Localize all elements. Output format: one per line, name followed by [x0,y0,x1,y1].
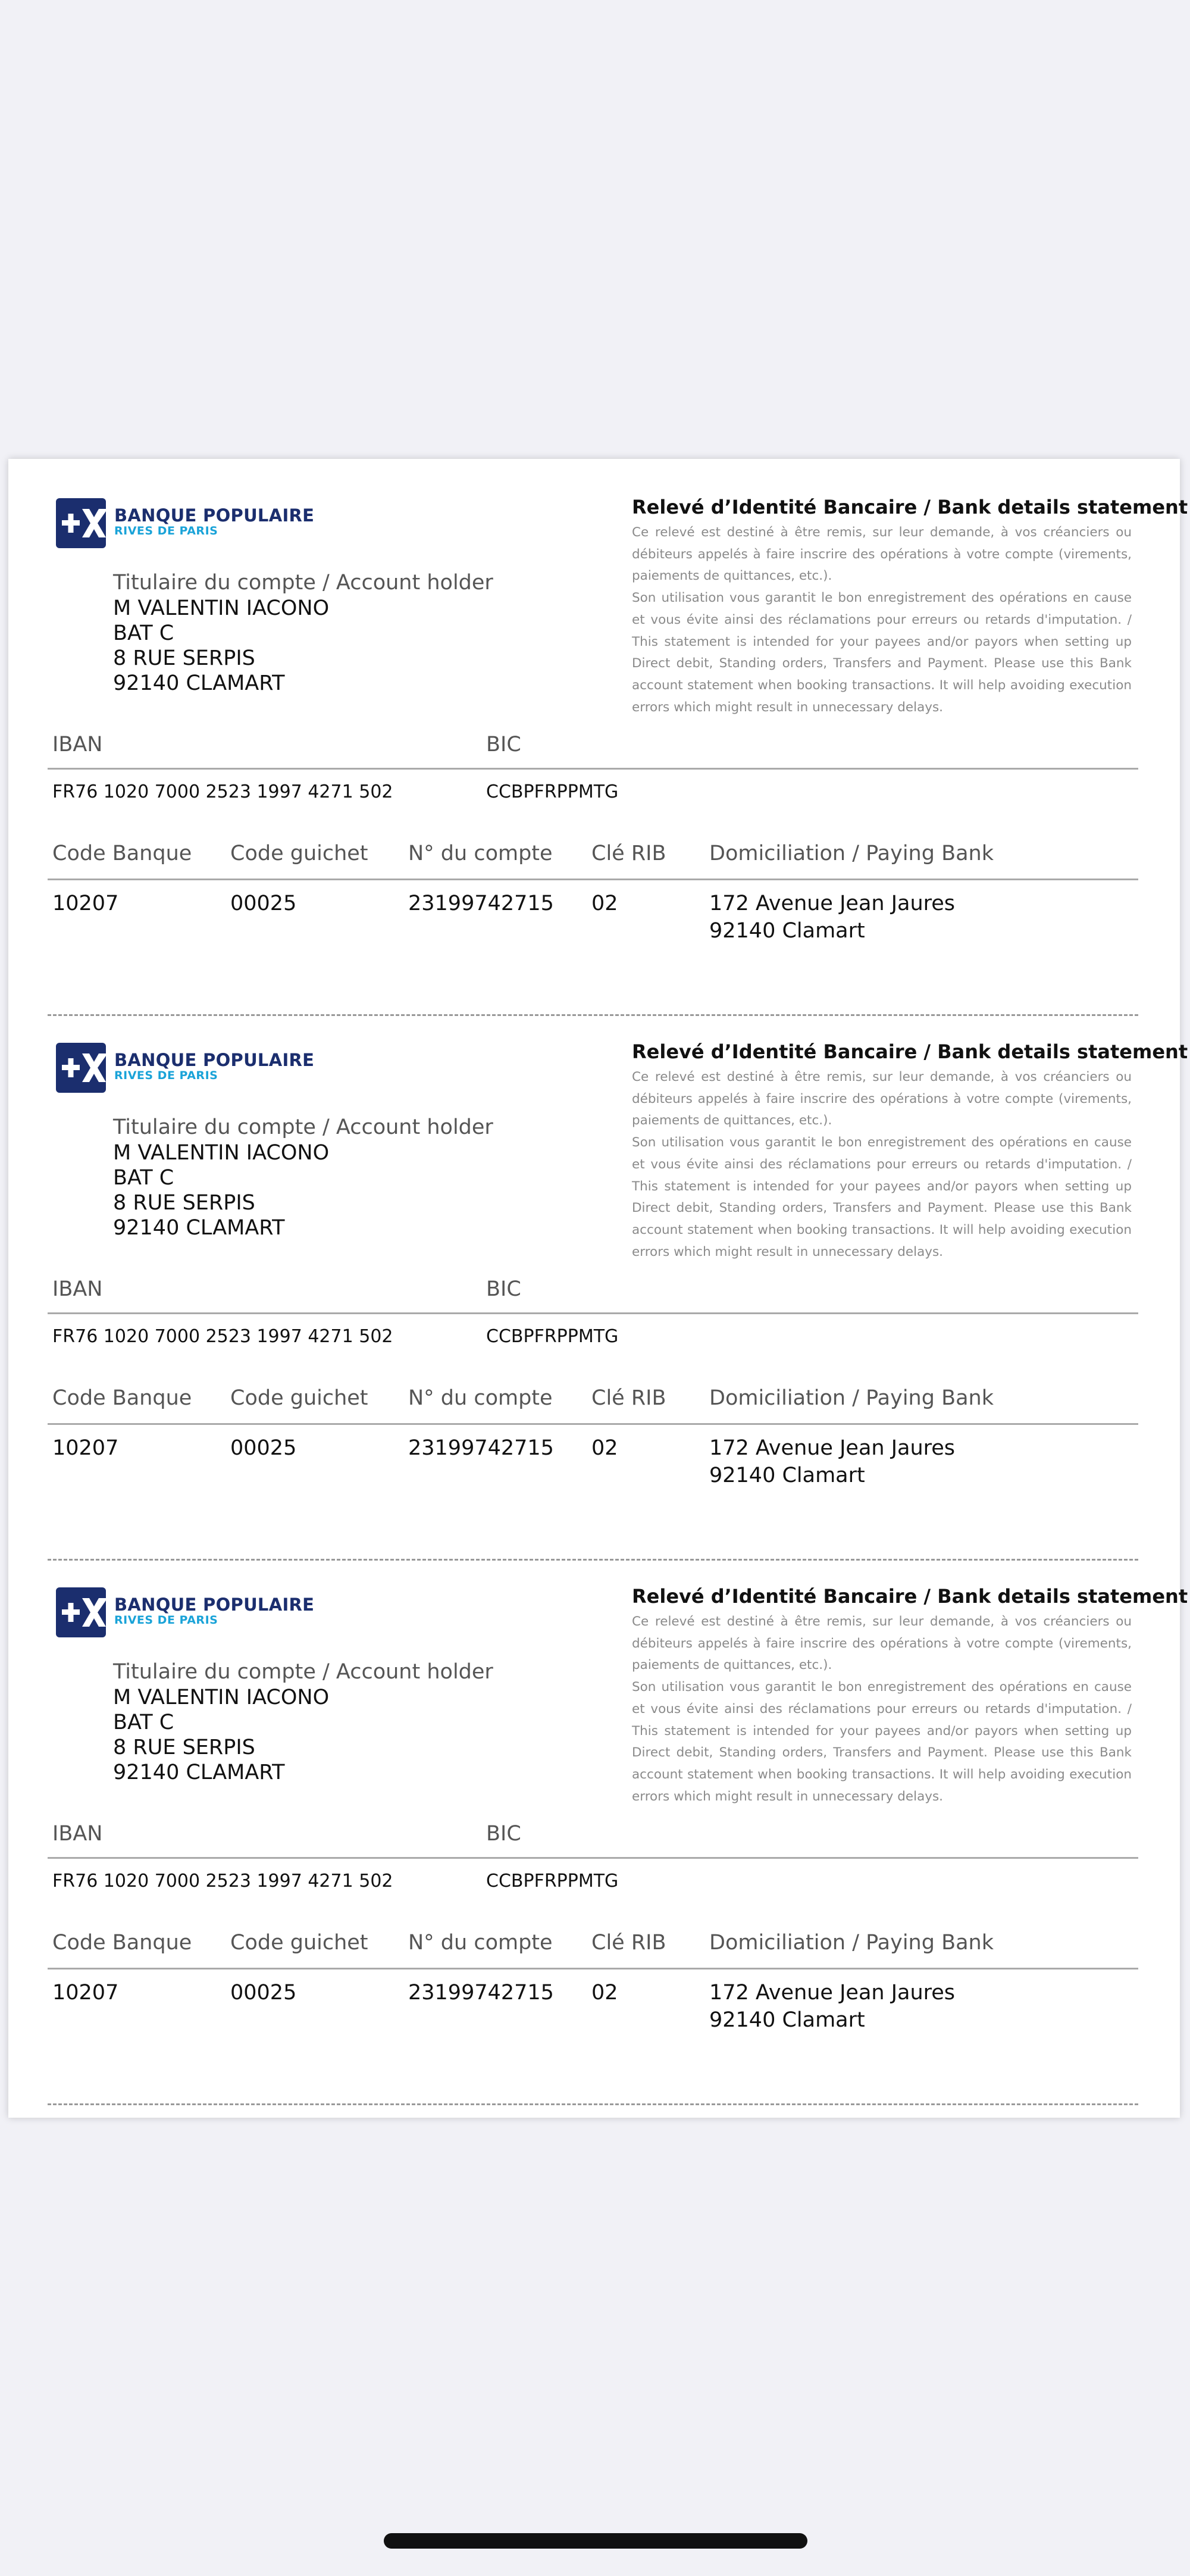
code-guichet-value: 00025 [230,892,297,915]
rib-slip [8,1003,1188,1548]
holder-address-street: 8 RUE SERPIS [113,1736,255,1759]
iban-label: IBAN [52,733,103,756]
statement-paragraph-1: Ce relevé est destiné à être remis, sur leur demande, à vos créanciers ou débiteurs appelés à faire inscrire des opérations à votre compte (virements, paiements de quittances, etc.). [632,1070,1132,1128]
statement-block [632,496,1188,718]
statement-text [632,1067,1132,1263]
numero-compte-value: 23199742715 [408,1981,554,2005]
holder-address-city: 92140 CLAMART [113,1216,285,1240]
holder-address-street: 8 RUE SERPIS [113,1191,255,1215]
domiciliation-header: Domiciliation / Paying Bank [709,1931,994,1955]
bic-value: CCBPFRPPMTG [486,1871,619,1892]
bic-label: BIC [486,1277,521,1301]
domiciliation-header: Domiciliation / Paying Bank [709,842,994,865]
numero-compte-header: N° du compte [408,842,553,865]
statement-title: Relevé d’Identité Bancaire / Bank details statement [632,1040,1188,1063]
holder-name: M VALENTIN IACONO [113,596,330,620]
account-holder-label: Titulaire du compte / Account holder [113,571,493,595]
statement-block [632,1040,1188,1263]
divider [48,879,1138,880]
divider [48,768,1138,770]
bank-logo [56,1587,315,1637]
cle-rib-value: 02 [591,892,618,915]
statement-block [632,1585,1188,1808]
iban-value: FR76 1020 7000 2523 1997 4271 502 [52,1871,393,1892]
code-banque-value: 10207 [52,1436,119,1460]
domiciliation-line-2: 92140 Clamart [709,1464,865,1487]
divider [48,1857,1138,1859]
cle-rib-header: Clé RIB [591,842,666,865]
domiciliation-line-2: 92140 Clamart [709,919,865,943]
statement-title: Relevé d’Identité Bancaire / Bank details statement [632,496,1188,518]
bic-value: CCBPFRPPMTG [486,781,619,802]
domiciliation-line-1: 172 Avenue Jean Jaures [709,1981,956,2005]
code-banque-header: Code Banque [52,1931,192,1955]
statement-paragraph-1: Ce relevé est destiné à être remis, sur leur demande, à vos créanciers ou débiteurs appelés à faire inscrire des opérations à votre compte (virements, paiements de quittances, etc.). [632,1614,1132,1673]
holder-address-building: BAT C [113,1711,174,1734]
statement-paragraph-2: Son utilisation vous garantit le bon enregistrement des opérations en cause et vous évite ainsi des réclamations pour erreurs ou retards d'imputation. / This statement is intended for your payees and/or payors when setting up Direct debit, Standing orders, Transfers and Payment. Please use this Bank account statement when booking transactions. It will help avoiding execution errors which might result in unnecessary delays. [632,1135,1132,1259]
bank-subtitle: RIVES DE PARIS [114,1069,218,1082]
cut-line [48,2103,1138,2105]
bank-logo [56,1043,315,1093]
statement-paragraph-2: Son utilisation vous garantit le bon enregistrement des opérations en cause et vous évite ainsi des réclamations pour erreurs ou retards d'imputation. / This statement is intended for your payees and/or payors when setting up Direct debit, Standing orders, Transfers and Payment. Please use this Bank account statement when booking transactions. It will help avoiding execution errors which might result in unnecessary delays. [632,590,1132,715]
domiciliation-line-1: 172 Avenue Jean Jaures [709,1436,956,1460]
domiciliation-value [709,890,955,945]
statement-title: Relevé d’Identité Bancaire / Bank details statement [632,1585,1188,1608]
iban-label: IBAN [52,1822,103,1846]
bank-subtitle: RIVES DE PARIS [114,1614,218,1627]
account-holder-label: Titulaire du compte / Account holder [113,1660,493,1684]
holder-name: M VALENTIN IACONO [113,1141,330,1165]
domiciliation-line-1: 172 Avenue Jean Jaures [709,892,956,915]
bic-value: CCBPFRPPMTG [486,1326,619,1347]
holder-address-city: 92140 CLAMART [113,671,285,695]
divider [48,1423,1138,1425]
code-banque-header: Code Banque [52,1386,192,1410]
statement-text [632,522,1132,718]
cle-rib-value: 02 [591,1436,618,1460]
domiciliation-header: Domiciliation / Paying Bank [709,1386,994,1410]
bank-name: BANQUE POPULAIRE [114,1595,315,1615]
statement-paragraph-2: Son utilisation vous garantit le bon enregistrement des opérations en cause et vous évite ainsi des réclamations pour erreurs ou retards d'imputation. / This statement is intended for your payees and/or payors when setting up Direct debit, Standing orders, Transfers and Payment. Please use this Bank account statement when booking transactions. It will help avoiding execution errors which might result in unnecessary delays. [632,1680,1132,1804]
numero-compte-header: N° du compte [408,1386,553,1410]
divider [48,1968,1138,1969]
domiciliation-value [709,1979,955,2034]
statement-text [632,1611,1132,1808]
rib-document-page [8,459,1188,2118]
cle-rib-header: Clé RIB [591,1931,666,1955]
divider [48,1312,1138,1314]
account-holder-block [113,570,530,696]
bank-subtitle: RIVES DE PARIS [114,524,218,537]
holder-address-building: BAT C [113,621,174,645]
code-guichet-header: Code guichet [230,842,368,865]
code-guichet-value: 00025 [230,1981,297,2005]
bank-logo [56,498,315,548]
code-guichet-value: 00025 [230,1436,297,1460]
cle-rib-header: Clé RIB [591,1386,666,1410]
iban-value: FR76 1020 7000 2523 1997 4271 502 [52,1326,393,1347]
numero-compte-value: 23199742715 [408,1436,554,1460]
domiciliation-value [709,1434,955,1489]
bank-logo-mark-icon [56,498,106,548]
rib-slip [8,1548,1188,2093]
bank-name: BANQUE POPULAIRE [114,1050,315,1070]
holder-address-street: 8 RUE SERPIS [113,646,255,670]
code-banque-header: Code Banque [52,842,192,865]
holder-address-city: 92140 CLAMART [113,1761,285,1784]
bic-label: BIC [486,733,521,756]
iban-label: IBAN [52,1277,103,1301]
code-banque-value: 10207 [52,892,119,915]
bank-logo-mark-icon [56,1043,106,1093]
statement-paragraph-1: Ce relevé est destiné à être remis, sur leur demande, à vos créanciers ou débiteurs appelés à faire inscrire des opérations à votre compte (virements, paiements de quittances, etc.). [632,525,1132,584]
code-banque-value: 10207 [52,1981,119,2005]
cle-rib-value: 02 [591,1981,618,2005]
account-holder-block [113,1114,530,1240]
bic-label: BIC [486,1822,521,1846]
bank-name: BANQUE POPULAIRE [114,505,315,526]
home-indicator[interactable] [384,2533,807,2549]
account-holder-label: Titulaire du compte / Account holder [113,1115,493,1139]
iban-value: FR76 1020 7000 2523 1997 4271 502 [52,781,393,802]
code-guichet-header: Code guichet [230,1931,368,1955]
numero-compte-header: N° du compte [408,1931,553,1955]
rib-slip [8,459,1188,1003]
code-guichet-header: Code guichet [230,1386,368,1410]
bank-logo-mark-icon [56,1587,106,1637]
holder-name: M VALENTIN IACONO [113,1686,330,1709]
domiciliation-line-2: 92140 Clamart [709,2008,865,2032]
numero-compte-value: 23199742715 [408,892,554,915]
holder-address-building: BAT C [113,1166,174,1190]
account-holder-block [113,1659,530,1785]
